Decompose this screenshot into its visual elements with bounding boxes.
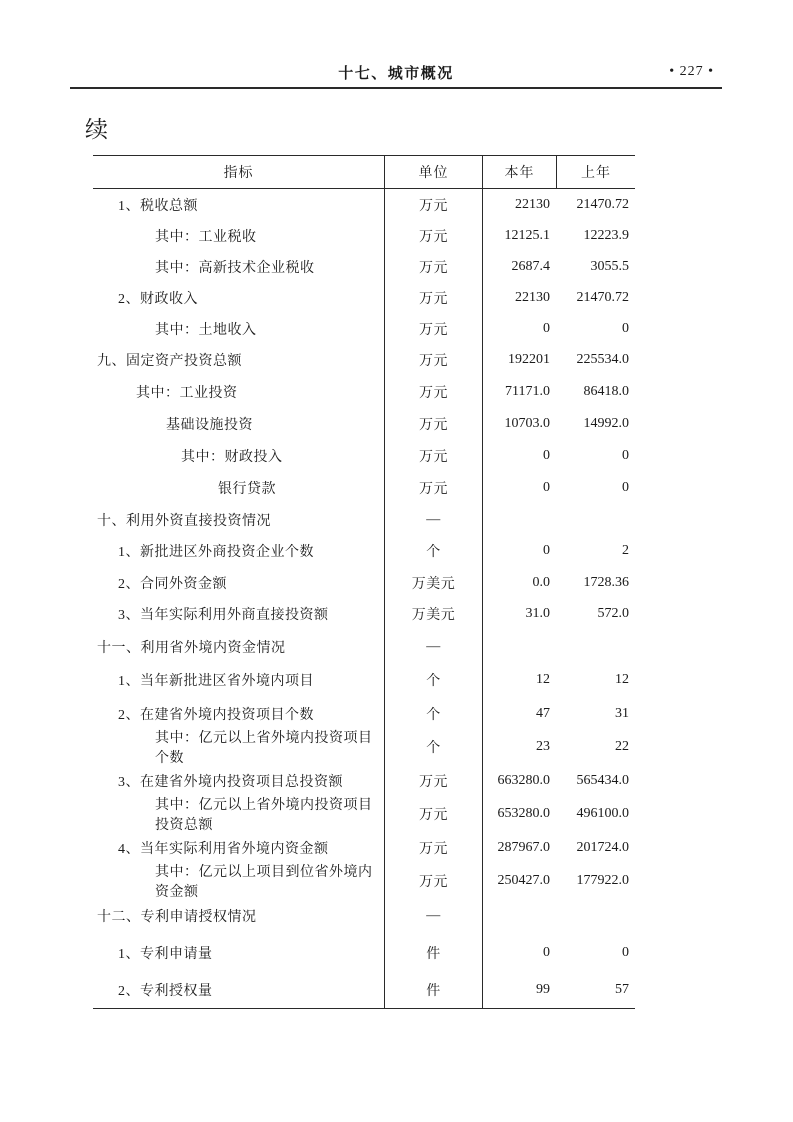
indicator-cell xyxy=(93,282,385,313)
indicator-cell xyxy=(93,731,385,765)
table-row xyxy=(93,831,635,865)
table-row xyxy=(93,731,635,765)
indicator-label: 其中：土地收入 xyxy=(155,322,257,338)
indicator-cell xyxy=(93,697,385,731)
unit-cell: 万美元 xyxy=(385,567,483,599)
table-row xyxy=(93,599,635,631)
table-row xyxy=(93,251,635,282)
indicator-cell xyxy=(93,831,385,865)
previous-year-value-cell: 177922.0 xyxy=(576,873,629,889)
table-row xyxy=(93,697,635,731)
current-year-value-cell: 99 xyxy=(536,981,550,997)
previous-year-value-cell xyxy=(557,898,635,935)
table-row xyxy=(93,440,635,472)
indicator-label: 1、新批进区外商投资企业个数 xyxy=(118,545,314,561)
table-row xyxy=(93,567,635,599)
unit-cell: 万元 xyxy=(385,251,483,282)
previous-year-value-cell: 21470.72 xyxy=(576,289,629,305)
indicator-label: 其中：工业投资 xyxy=(136,386,238,401)
current-year-value-cell: 10703.0 xyxy=(504,416,550,431)
current-year-value-cell: 0.0 xyxy=(532,574,550,590)
table-row xyxy=(93,664,635,698)
current-year-value-cell: 31.0 xyxy=(525,606,550,622)
unit-cell: 万元 xyxy=(385,313,483,344)
indicator-cell xyxy=(93,664,385,698)
page-number: • 227 • xyxy=(669,64,714,79)
indicator-cell xyxy=(93,764,385,798)
indicator-cell xyxy=(93,472,385,504)
current-year-value-cell: 47 xyxy=(536,705,550,721)
header-rule xyxy=(70,87,722,89)
current-year-value-cell: 23 xyxy=(536,739,550,755)
previous-year-value-cell: 57 xyxy=(615,981,629,997)
indicator-label: 十二、专利申请授权情况 xyxy=(97,910,257,926)
table-row xyxy=(93,898,635,935)
unit-cell: 万元 xyxy=(385,376,483,408)
running-header xyxy=(70,62,722,84)
unit-cell: 个 xyxy=(385,697,483,731)
table-row xyxy=(93,630,635,664)
previous-year-value-cell: 21470.72 xyxy=(576,196,629,212)
indicator-label: 其中：高新技术企业税收 xyxy=(155,260,315,276)
previous-year-value-cell: 572.0 xyxy=(597,606,629,622)
column-header-current-year: 本年 xyxy=(483,156,557,188)
indicator-label: 其中：亿元以上省外境内投资项目投资总额 xyxy=(155,798,373,834)
table-row xyxy=(93,220,635,251)
indicator-cell xyxy=(93,313,385,344)
table-row xyxy=(93,313,635,344)
table-row xyxy=(93,408,635,440)
indicator-cell xyxy=(93,971,385,1008)
unit-cell: 万元 xyxy=(385,344,483,376)
previous-year-value-cell: 22 xyxy=(615,739,629,755)
table-row xyxy=(93,376,635,408)
table-row xyxy=(93,971,635,1008)
previous-year-value-cell: 12223.9 xyxy=(583,227,629,243)
current-year-value-cell: 71171.0 xyxy=(505,384,550,399)
indicator-label: 其中：亿元以上项目到位省外境内资金额 xyxy=(155,865,373,901)
indicator-label: 其中：亿元以上省外境内投资项目个数 xyxy=(155,731,373,767)
column-header-unit: 单位 xyxy=(385,156,483,188)
current-year-value-cell: 22130 xyxy=(515,289,550,305)
table-row xyxy=(93,344,635,376)
indicator-label: 九、固定资产投资总额 xyxy=(97,354,242,369)
indicator-cell xyxy=(93,935,385,972)
unit-cell: 万元 xyxy=(385,472,483,504)
unit-cell: 万元 xyxy=(385,189,483,220)
table-body xyxy=(93,189,635,1008)
indicator-cell xyxy=(93,798,385,832)
statistics-table xyxy=(93,155,635,1009)
indicator-cell xyxy=(93,504,385,536)
indicator-label: 银行贷款 xyxy=(218,482,276,497)
current-year-value-cell xyxy=(483,504,557,536)
current-year-value-cell: 22130 xyxy=(515,196,550,212)
table-header-row xyxy=(93,156,635,189)
unit-cell: — xyxy=(385,504,483,536)
column-header-indicator: 指标 xyxy=(93,156,385,188)
continued-label: 续 xyxy=(85,117,109,142)
indicator-label: 2、在建省外境内投资项目个数 xyxy=(118,707,314,723)
section-title: 十七、城市概况 xyxy=(338,65,454,82)
indicator-cell xyxy=(93,251,385,282)
table-row xyxy=(93,865,635,899)
current-year-value-cell: 0 xyxy=(543,448,550,463)
indicator-label: 2、财政收入 xyxy=(118,291,198,307)
indicator-cell xyxy=(93,344,385,376)
current-year-value-cell: 250427.0 xyxy=(497,873,550,889)
previous-year-value-cell: 12 xyxy=(615,672,629,688)
unit-cell: 万元 xyxy=(385,220,483,251)
indicator-cell xyxy=(93,567,385,599)
indicator-label: 十一、利用省外境内资金情况 xyxy=(97,640,286,656)
previous-year-value-cell xyxy=(557,630,635,664)
indicator-label: 3、当年实际利用外商直接投资额 xyxy=(118,608,329,624)
current-year-value-cell: 12 xyxy=(536,672,550,688)
previous-year-value-cell: 0 xyxy=(622,448,629,463)
indicator-cell xyxy=(93,865,385,899)
previous-year-value-cell: 0 xyxy=(622,480,629,495)
table-row xyxy=(93,504,635,536)
indicator-cell xyxy=(93,220,385,251)
current-year-value-cell: 653280.0 xyxy=(497,806,550,822)
indicator-label: 1、专利申请量 xyxy=(118,947,213,963)
unit-cell: 万美元 xyxy=(385,599,483,631)
table-row xyxy=(93,536,635,568)
table-row xyxy=(93,935,635,972)
table-row xyxy=(93,764,635,798)
unit-cell: 个 xyxy=(385,731,483,765)
current-year-value-cell: 0 xyxy=(543,480,550,495)
previous-year-value-cell: 225534.0 xyxy=(576,352,629,367)
indicator-label: 十、利用外资直接投资情况 xyxy=(97,513,271,529)
indicator-label: 1、当年新批进区省外境内项目 xyxy=(118,674,314,690)
previous-year-value-cell: 86418.0 xyxy=(583,384,629,399)
previous-year-value-cell: 0 xyxy=(622,320,629,336)
table-row xyxy=(93,282,635,313)
unit-cell: 件 xyxy=(385,971,483,1008)
indicator-cell xyxy=(93,376,385,408)
previous-year-value-cell: 496100.0 xyxy=(576,806,629,822)
current-year-value-cell: 2687.4 xyxy=(511,258,550,274)
previous-year-value-cell xyxy=(557,504,635,536)
column-header-previous-year: 上年 xyxy=(581,166,611,181)
indicator-cell xyxy=(93,408,385,440)
table-row xyxy=(93,472,635,504)
current-year-value-cell: 287967.0 xyxy=(497,839,550,855)
indicator-label: 基础设施投资 xyxy=(166,418,253,433)
previous-year-value-cell: 565434.0 xyxy=(576,772,629,788)
unit-cell: 万元 xyxy=(385,865,483,899)
current-year-value-cell: 0 xyxy=(543,320,550,336)
unit-cell: 万元 xyxy=(385,408,483,440)
indicator-cell xyxy=(93,898,385,935)
indicator-label: 3、在建省外境内投资项目总投资额 xyxy=(118,774,343,790)
indicator-label: 4、当年实际利用省外境内资金额 xyxy=(118,841,329,857)
unit-cell: 个 xyxy=(385,536,483,568)
indicator-cell xyxy=(93,440,385,472)
current-year-value-cell xyxy=(483,898,557,935)
previous-year-value-cell: 1728.36 xyxy=(583,574,629,590)
current-year-value-cell: 0 xyxy=(543,945,550,961)
unit-cell: 万元 xyxy=(385,831,483,865)
unit-cell: 万元 xyxy=(385,282,483,313)
indicator-cell xyxy=(93,630,385,664)
current-year-value-cell: 663280.0 xyxy=(497,772,550,788)
unit-cell: 件 xyxy=(385,935,483,972)
previous-year-value-cell: 0 xyxy=(622,945,629,961)
current-year-value-cell: 192201 xyxy=(508,352,550,367)
table-row xyxy=(93,798,635,832)
indicator-label: 其中：工业税收 xyxy=(155,229,257,245)
table-row xyxy=(93,189,635,220)
previous-year-value-cell: 201724.0 xyxy=(576,839,629,855)
unit-cell: — xyxy=(385,630,483,664)
unit-cell: 个 xyxy=(385,664,483,698)
unit-cell: 万元 xyxy=(385,764,483,798)
indicator-label: 1、税收总额 xyxy=(118,198,198,214)
indicator-label: 2、合同外资金额 xyxy=(118,576,227,592)
indicator-label: 2、专利授权量 xyxy=(118,983,213,999)
current-year-value-cell: 12125.1 xyxy=(504,227,550,243)
unit-cell: — xyxy=(385,898,483,935)
indicator-cell xyxy=(93,536,385,568)
current-year-value-cell xyxy=(483,630,557,664)
indicator-cell xyxy=(93,189,385,220)
previous-year-value-cell: 2 xyxy=(622,543,629,559)
current-year-value-cell: 0 xyxy=(543,543,550,559)
unit-cell: 万元 xyxy=(385,798,483,832)
previous-year-value-cell: 3055.5 xyxy=(590,258,629,274)
previous-year-value-cell: 14992.0 xyxy=(583,416,629,431)
unit-cell: 万元 xyxy=(385,440,483,472)
indicator-cell xyxy=(93,599,385,631)
indicator-label: 其中：财政投入 xyxy=(181,450,283,465)
previous-year-value-cell: 31 xyxy=(615,705,629,721)
